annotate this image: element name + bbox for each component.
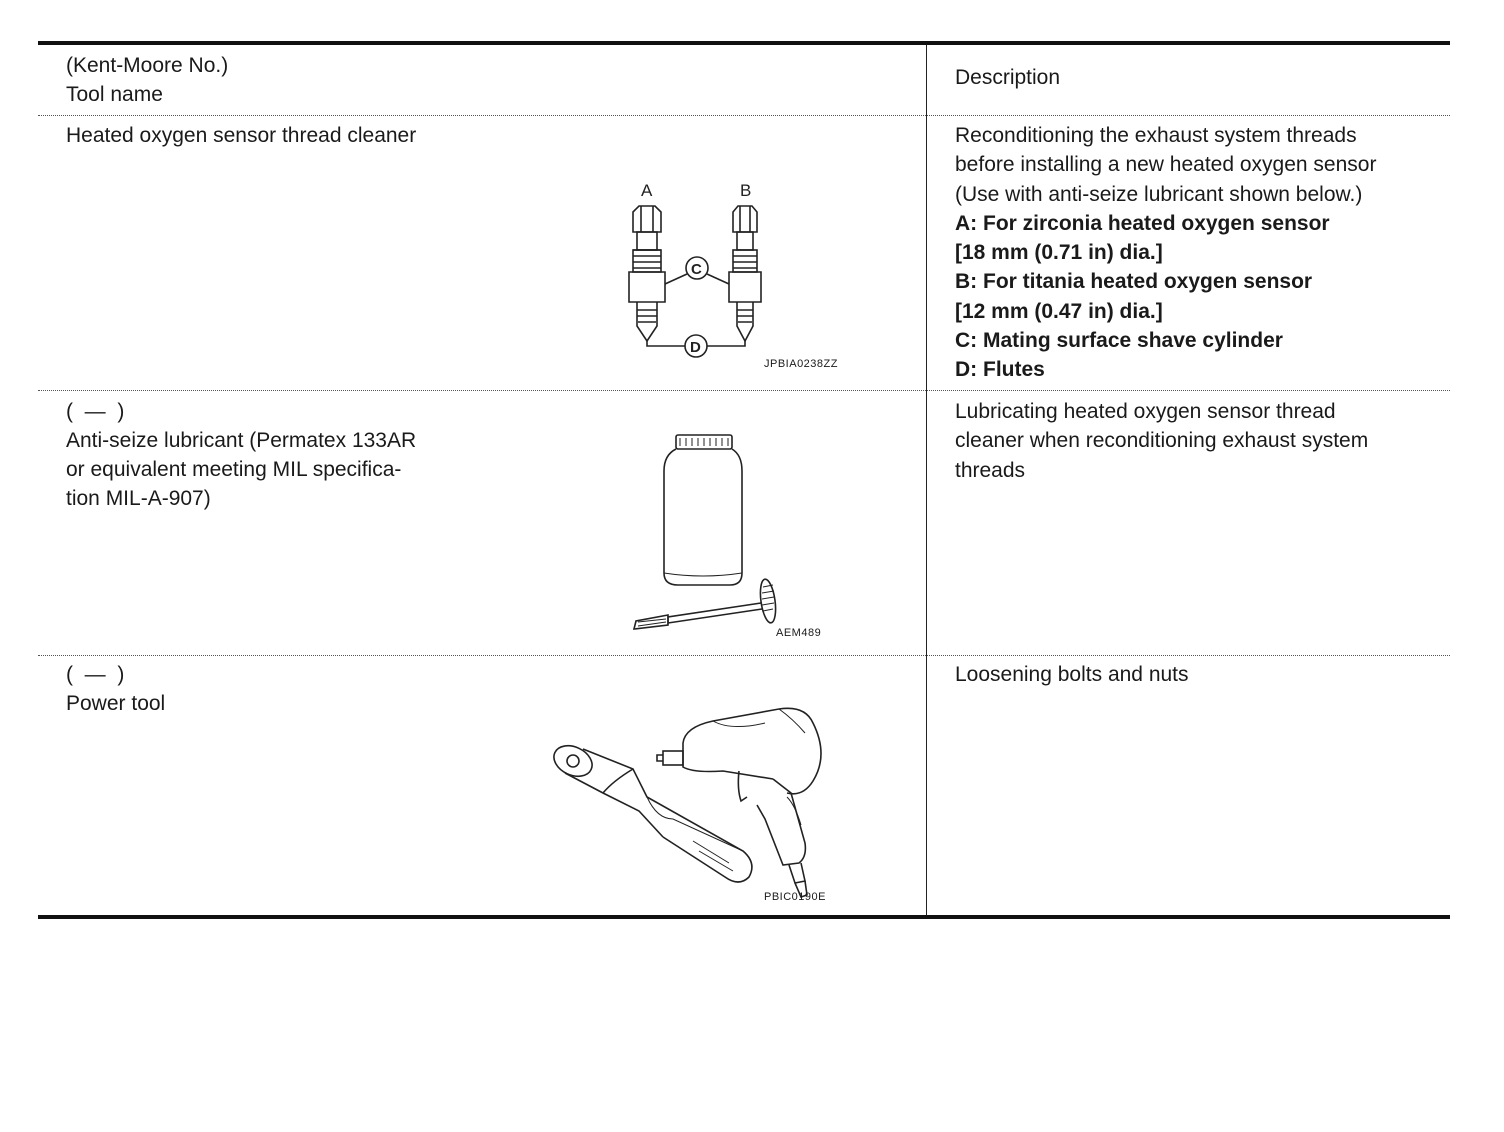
description-note: B: For titania heated oxygen sensor xyxy=(955,270,1313,294)
description-note: D: Flutes xyxy=(955,358,1045,382)
column-divider xyxy=(926,45,927,915)
figure-code: PBIC0190E xyxy=(764,891,826,903)
row3-kent-moore: ( — ) xyxy=(66,663,125,686)
header-description: Description xyxy=(955,66,1061,89)
thread-cleaner-illustration xyxy=(603,176,843,366)
air-ratchet-and-impact-wrench-illustration xyxy=(543,701,843,901)
figure-code: AEM489 xyxy=(776,627,822,639)
label-a: A xyxy=(641,181,653,200)
row-divider xyxy=(38,390,1450,391)
description-note: [12 mm (0.47 in) dia.] xyxy=(955,299,1163,323)
description-note: C: Mating surface shave cylinder xyxy=(955,329,1283,353)
label-b: B xyxy=(740,181,752,200)
description-line: Loosening bolts and nuts xyxy=(955,663,1189,686)
description-line: Lubricating heated oxygen sensor thread xyxy=(955,400,1336,423)
impact-wrench-icon xyxy=(657,708,821,897)
jar-icon xyxy=(664,435,742,585)
table-top-rule xyxy=(38,41,1450,45)
figure-code: JPBIA0238ZZ xyxy=(764,358,838,370)
row2-tool-name-line: or equivalent meeting MIL specifica- xyxy=(66,458,402,481)
description-line: cleaner when reconditioning exhaust system xyxy=(955,429,1369,453)
row2-tool-name-line: tion MIL-A-907) xyxy=(66,487,211,510)
row3-tool-name: Power tool xyxy=(66,692,166,715)
description-line: before installing a new heated oxygen sensor xyxy=(955,153,1377,177)
brush-icon xyxy=(634,578,778,629)
lubricant-jar-and-brush-illustration xyxy=(628,429,798,639)
description-note: [18 mm (0.71 in) dia.] xyxy=(955,241,1163,265)
air-ratchet-icon xyxy=(549,740,752,882)
table-bottom-rule xyxy=(38,915,1450,919)
label-c: C xyxy=(691,261,702,278)
description-note: A: For zirconia heated oxygen sensor xyxy=(955,211,1330,235)
header-tool-name: Tool name xyxy=(66,83,163,106)
label-d: D xyxy=(690,339,701,356)
tool-a-icon xyxy=(629,206,665,341)
row2-description xyxy=(955,397,1368,485)
row3-description xyxy=(955,660,1189,689)
row2-tool-name-line: Anti-seize lubricant (Permatex 133AR xyxy=(66,429,417,452)
description-line: Reconditioning the exhaust system threads xyxy=(955,124,1357,147)
tool-b-icon xyxy=(729,206,761,341)
row1-description xyxy=(955,121,1376,385)
description-line: threads xyxy=(955,458,1026,482)
row1-tool-name: Heated oxygen sensor thread cleaner xyxy=(66,124,417,147)
header-divider xyxy=(38,115,1450,116)
header-kent-moore: (Kent-Moore No.) xyxy=(66,54,229,77)
row-divider xyxy=(38,655,1450,656)
description-line: (Use with anti-seize lubricant shown below.) xyxy=(955,182,1363,206)
row2-kent-moore: ( — ) xyxy=(66,400,125,423)
